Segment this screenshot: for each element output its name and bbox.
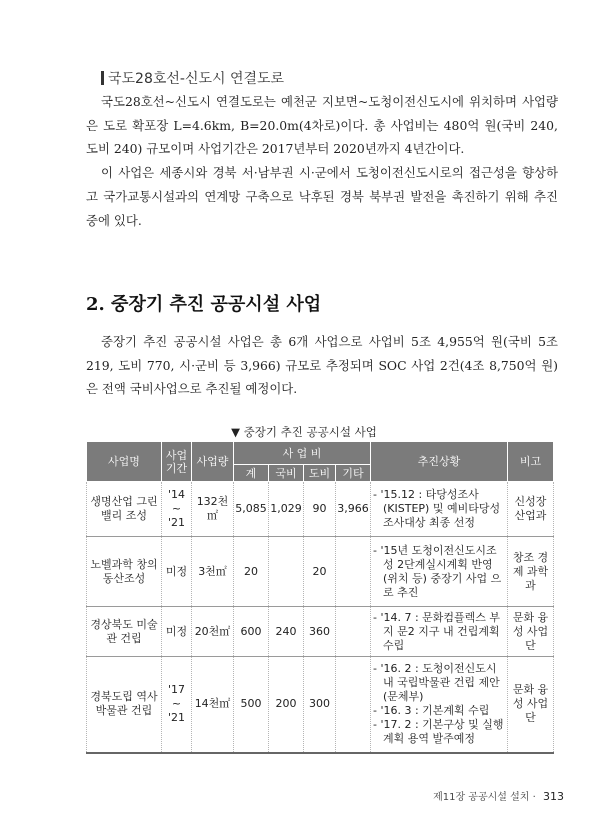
footer-chapter: 제11장 공공시설 설치	[433, 792, 530, 803]
cell-remark: 신성장 산업과	[508, 482, 554, 537]
header-province: 도비	[304, 465, 336, 482]
table-row	[87, 537, 554, 607]
cell-status	[371, 482, 508, 537]
cell-quantity: 3천㎡	[192, 537, 234, 607]
header-other: 기타	[336, 465, 371, 482]
cell-name: 경북도립 역사박물관 건립	[87, 657, 162, 753]
table-row	[87, 482, 554, 537]
cell-status	[371, 537, 508, 607]
cell-national	[269, 537, 304, 607]
status-item: - '14. 7 : 문화컴플렉스 부지 문2 지구 내 건립계획 수립	[373, 610, 501, 652]
cell-period: 미정	[162, 607, 192, 657]
cell-name: 노벨과학 창의동산조성	[87, 537, 162, 607]
paragraph: 중장기 추진 공공시설 사업은 총 6개 사업으로 사업비 5조 4,955억 원(국비 5조 219, 도비 770, 시·군비 등 3,966) 규모로 추정되며 SOC 사업 2건(4조 8,750억 원)은 전액 국비사업으로 추진될 예정이다.	[86, 334, 558, 397]
section-body	[86, 330, 558, 401]
cell-status	[371, 607, 508, 657]
section-heading: 2. 중장기 추진 공공시설 사업	[86, 294, 322, 315]
cell-province: 20	[304, 537, 336, 607]
cell-other	[336, 657, 371, 753]
cell-province: 90	[304, 482, 336, 537]
page-footer: 제11장 공공시설 설치 · 313	[433, 790, 564, 803]
cell-name: 경상북도 미술관 건립	[87, 607, 162, 657]
cell-other	[336, 607, 371, 657]
cell-period: 미정	[162, 537, 192, 607]
cell-national: 240	[269, 607, 304, 657]
cell-total: 5,085	[234, 482, 269, 537]
status-item: - '15년 도청이전신도시조성 2단계실시계획 반영 (위치 등) 중장기 사업 으로 추진	[373, 543, 502, 599]
header-period: 사업기간	[162, 442, 192, 482]
subsection-title: 국도28호선-신도시 연결도로	[101, 68, 284, 88]
cell-quantity: 14천㎡	[192, 657, 234, 753]
cell-status	[371, 657, 508, 753]
cell-total: 500	[234, 657, 269, 753]
cell-remark: 창조 경제 과학과	[508, 537, 554, 607]
table-row	[87, 607, 554, 657]
cell-total: 20	[234, 537, 269, 607]
cell-remark: 문화 융성 사업단	[508, 607, 554, 657]
header-national: 국비	[269, 465, 304, 482]
header-remark: 비고	[508, 442, 554, 482]
title-marker-bar	[101, 71, 104, 85]
header-status: 추진상황	[371, 442, 508, 482]
cell-national: 200	[269, 657, 304, 753]
table-caption: ▼ 중장기 추진 공공시설 사업	[231, 425, 377, 439]
cell-total: 600	[234, 607, 269, 657]
paragraph: 국도28호선~신도시 연결도로는 예천군 지보면~도청이전신도시에 위치하며 사업량은 도로 확포장 L=4.6km, B=20.0m(4차로)이다. 총 사업비는 480억 원(국비 240, 도비 240) 규모이며 사업기간은 2017년부터 2020년까지 4년간이다.	[86, 94, 558, 157]
cell-other	[336, 537, 371, 607]
cell-national: 1,029	[269, 482, 304, 537]
status-item: - '17. 2 : 기본구상 및 실행계획 용역 발주예정	[373, 718, 504, 746]
projects-table	[86, 441, 554, 754]
header-total: 계	[234, 465, 269, 482]
cell-province: 360	[304, 607, 336, 657]
cell-remark: 문화 융성 사업단	[508, 657, 554, 753]
cell-name: 생명산업 그린밸리 조성	[87, 482, 162, 537]
status-item: - '15.12 : 타당성조사 (KISTEP) 및 예비타당성 조사대상 최종 선정	[373, 488, 501, 529]
cell-quantity: 20천㎡	[192, 607, 234, 657]
page-number: 313	[543, 790, 564, 803]
table-row	[87, 657, 554, 753]
status-item: - '16. 3 : 기본계획 수립	[373, 704, 490, 718]
paragraph: 이 사업은 세종시와 경북 서·남부권 시·군에서 도청이전신도시로의 접근성을 향상하고 국가교통시설과의 연계망 구축으로 낙후된 경북 북부권 발전을 촉진하기 위해 추진 중에 있다.	[86, 165, 558, 228]
header-quantity: 사업량	[192, 442, 234, 482]
cell-province: 300	[304, 657, 336, 753]
cell-other: 3,966	[336, 482, 371, 537]
header-name: 사업명	[87, 442, 162, 482]
status-item: - '16. 2 : 도청이전신도시내 국립박물관 건립 제안(문체부)	[373, 662, 500, 704]
cell-period: '17 ~ '21	[162, 657, 192, 753]
header-cost: 사 업 비	[234, 442, 371, 465]
cell-period: '14 ~ '21	[162, 482, 192, 537]
cell-quantity: 132천㎡	[192, 482, 234, 537]
subsection-body	[86, 90, 558, 232]
